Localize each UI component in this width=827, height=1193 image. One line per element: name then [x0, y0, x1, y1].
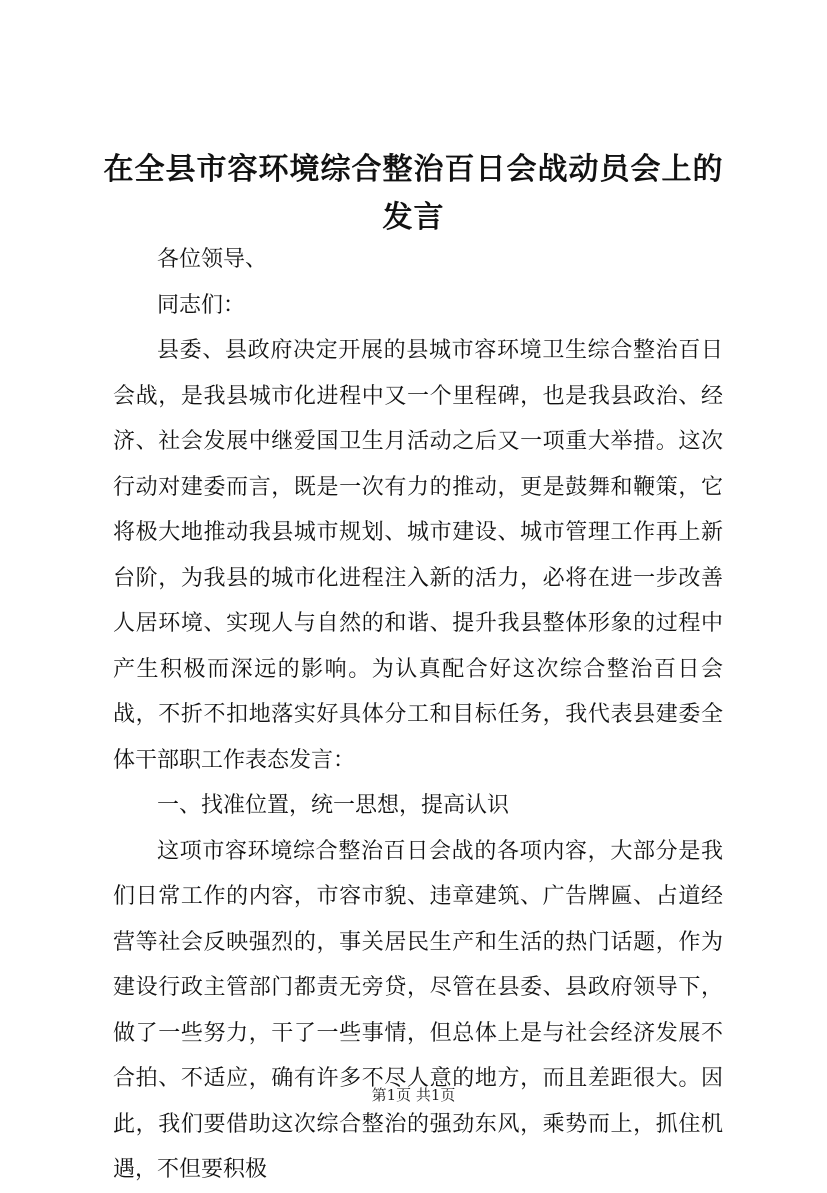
greeting-line: 同志们： — [157, 292, 246, 318]
body-paragraph: 这项市容环境综合整治百日会战的各项内容，大部分是我们日常工作的内容，市容市貌、违章建筑、广告牌匾、占道经营等社会反映强烈的，事关居民生产和生活的热门话题，作为建设行政主管部门都责无旁贷，尽管在县委、县政府领导下，做了一些努力，干了一些事情，但总体上是与社会经济发展不合拍、不适应，确有许多不尽人意的地方，而且差距很大。因此，我们要借助这次综合整治的强劲东风，乘势而上，抓住机遇，不但要积极 — [113, 838, 723, 1182]
document-title: 在全县市容环境综合整治百日会战动员会上的发言 — [103, 152, 724, 235]
document-body — [113, 237, 723, 1193]
greeting-line: 各位领导、 — [157, 247, 268, 272]
body-paragraph: 县委、县政府决定开展的县城市容环境卫生综合整治百日会战，是我县城市化进程中又一个里程碑，也是我县政治、经济、社会发展中继爱国卫生月活动之后又一项重大举措。这次行动对建委而言，既是一次有力的推动，更是鼓舞和鞭策，它将极大地推动我县城市规划、城市建设、城市管理工作再上新台阶，为我县的城市化进程注入新的活力，必将在进一步改善人居环境、实现人与自然的和谐、提升我县整体形象的过程中产生积极而深远的影响。为认真配合好这次综合整治百日会战，不折不扣地落实好具体分工和目标任务，我代表县建委全体干部职工作表态发言： — [113, 338, 723, 773]
page-footer: 第1页 共1页 — [371, 1086, 456, 1104]
section-heading: 一、找准位置，统一思想，提高认识 — [157, 793, 510, 818]
